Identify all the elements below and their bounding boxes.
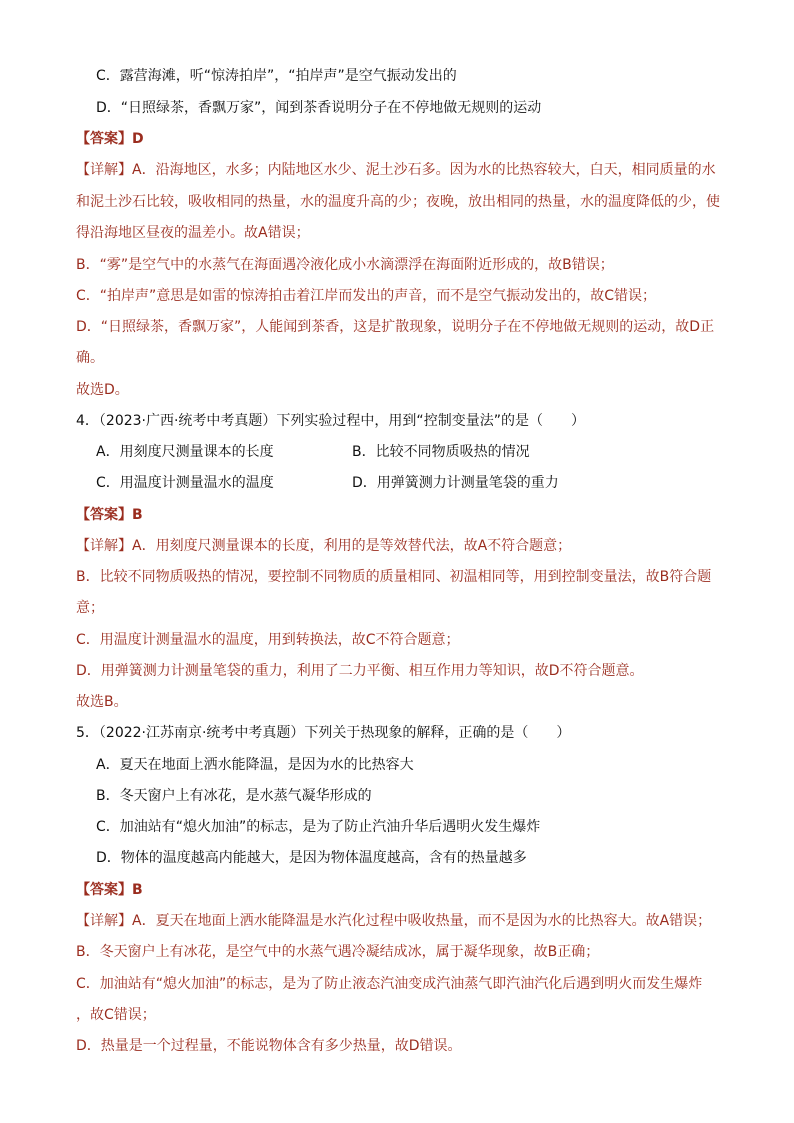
- q5-option-d: D．物体的温度越高内能越大，是因为物体温度越高，含有的热量越多: [96, 850, 527, 866]
- q4-detail-c: C．用温度计测量温水的温度，用到转换法，故C不符合题意；: [76, 632, 460, 648]
- q5-detail-c-2: ，故C错误；: [76, 1007, 156, 1023]
- q5-detail-c-1: C．加油站有“熄火加油”的标志，是为了防止液态汽油变成汽油蒸气即汽油汽化后遇到明火而发生爆炸: [76, 976, 703, 992]
- q4-conclusion: 故选B。: [76, 694, 128, 710]
- q5-option-a: A．夏天在地面上洒水能降温，是因为水的比热容大: [96, 757, 414, 773]
- q4-option-b: B．比较不同物质吸热的情况: [352, 444, 530, 460]
- q3-detail-line-3: 得沿海地区昼夜的温差小。故A错误；: [76, 225, 310, 241]
- q5-answer: 【答案】B: [76, 882, 143, 898]
- q5-detail-a: 【详解】A．夏天在地面上洒水能降温是水汽化过程中吸收热量，而不是因为水的比热容大。故A错误；: [76, 913, 712, 929]
- q3-option-c: C．露营海滩，听“惊涛拍岸”，“拍岸声”是空气振动发出的: [96, 68, 457, 84]
- q4-detail-d: D．用弹簧测力计测量笔袋的重力，利用了二力平衡、相互作用力等知识，故D不符合题意。: [76, 663, 644, 679]
- q5-option-b: B．冬天窗户上有冰花，是水蒸气凝华形成的: [96, 788, 372, 804]
- q5-stem: 5．（2022·江苏南京·统考中考真题）下列关于热现象的解释，正确的是（ ）: [76, 725, 571, 741]
- q3-conclusion: 故选D。: [76, 382, 129, 398]
- q3-detail-line-2: 和泥土沙石比较，吸收相同的热量，水的温度升高的少；夜晚，放出相同的热量，水的温度降低的少，使: [76, 194, 720, 210]
- q4-option-d: D．用弹簧测力计测量笔袋的重力: [352, 475, 559, 491]
- q3-detail-d-1: D．“日照绿茶，香飘万家”，人能闻到茶香，这是扩散现象，说明分子在不停地做无规则的运动，故D正: [76, 319, 715, 335]
- q3-answer: 【答案】D: [76, 131, 144, 147]
- q3-detail-b: B．“雾”是空气中的水蒸气在海面遇冷液化成小水滴漂浮在海面附近形成的，故B错误；: [76, 257, 614, 273]
- q3-detail-d-2: 确。: [76, 350, 104, 366]
- q4-answer: 【答案】B: [76, 507, 143, 523]
- q3-option-d: D．“日照绿茶，香飘万家”，闻到茶香说明分子在不停地做无规则的运动: [96, 100, 542, 116]
- q4-detail-b-1: B．比较不同物质吸热的情况，要控制不同物质的质量相同、初温相同等，用到控制变量法，故B符合题: [76, 569, 712, 585]
- q5-detail-b: B．冬天窗户上有冰花，是空气中的水蒸气遇冷凝结成冰，属于凝华现象，故B正确；: [76, 944, 600, 960]
- q4-stem: 4．（2023·广西·统考中考真题）下列实验过程中，用到“控制变量法”的是（ ）: [76, 413, 585, 429]
- q3-detail-c: C．“拍岸声”意思是如雷的惊涛拍击着江岸而发出的声音，而不是空气振动发出的，故C错误；: [76, 288, 657, 304]
- q4-detail-b-2: 意；: [76, 600, 104, 616]
- q4-option-a: A．用刻度尺测量课本的长度: [96, 444, 274, 460]
- q4-option-c: C．用温度计测量温水的温度: [96, 475, 274, 491]
- q5-detail-d: D．热量是一个过程量，不能说物体含有多少热量，故D错误。: [76, 1038, 462, 1054]
- q5-option-c: C．加油站有“熄火加油”的标志，是为了防止汽油升华后遇明火发生爆炸: [96, 819, 541, 835]
- q4-detail-a: 【详解】A．用刻度尺测量课本的长度，利用的是等效替代法，故A不符合题意；: [76, 538, 572, 554]
- q3-detail-line-1: 【详解】A．沿海地区，水多；内陆地区水少、泥土沙石多。因为水的比热容较大，白天，相同质量的水: [76, 162, 716, 178]
